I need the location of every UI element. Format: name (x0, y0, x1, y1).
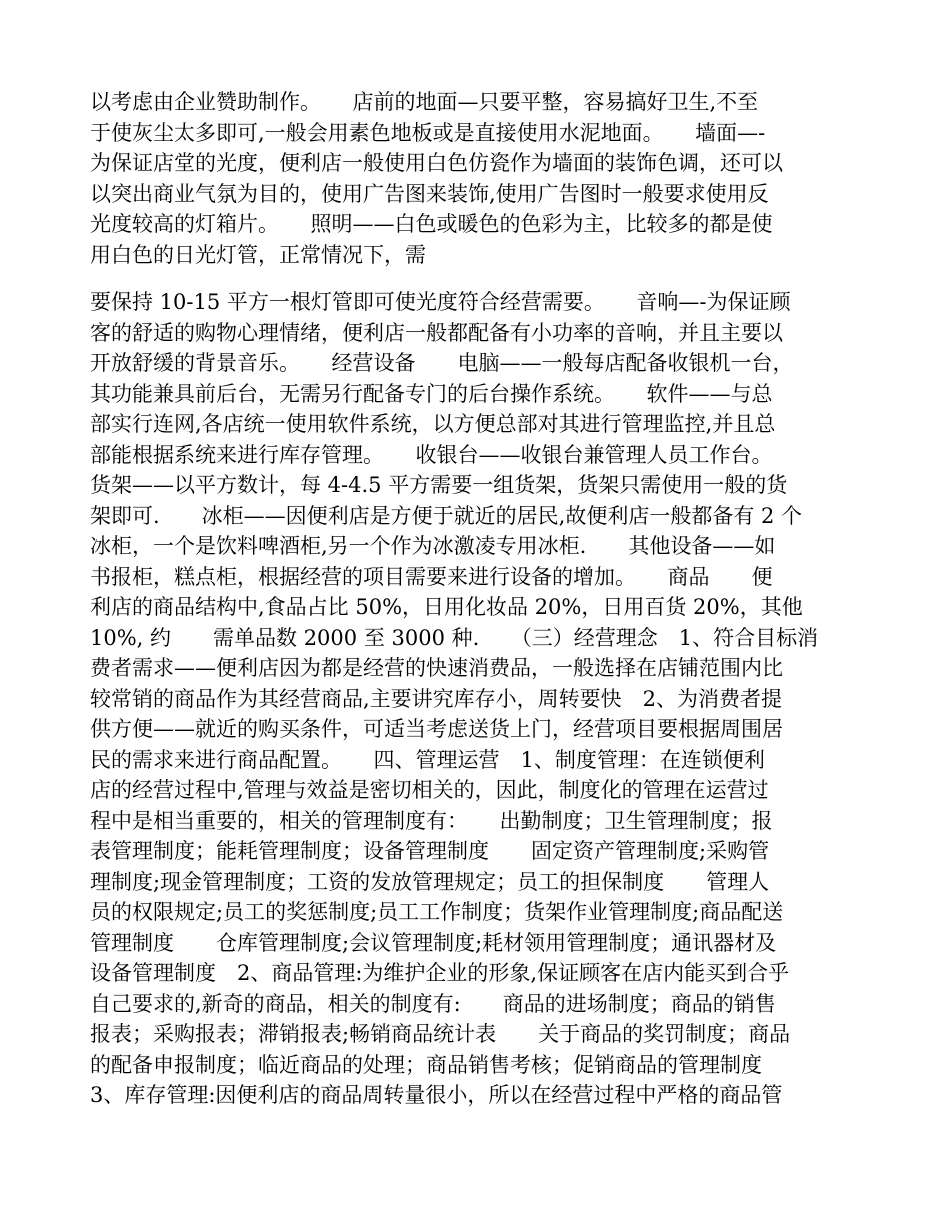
text-line: 开放舒缓的背景音乐。 经营设备 电脑——一般每店配备收银机一台， (90, 351, 794, 375)
text-line: 要保持 10-15 平方一根灯管即可使光度符合经营需要。 音响—-为保证顾 (90, 290, 791, 314)
text-line: 费者需求——便利店因为都是经营的快速消费品，一般选择在店铺范围内比 (90, 656, 783, 680)
text-line: 设备管理制度 2、商品管理:为维护企业的形象,保证顾客在店内能买到合乎 (90, 961, 790, 985)
text-line: 用白色的日光灯管，正常情况下，需 (90, 242, 426, 267)
text-line: 自己要求的,新奇的商品，相关的制度有: 商品的进场制度；商品的销售 (90, 991, 776, 1016)
text-line: 以突出商业气氛为目的，使用广告图来装饰,使用广告图时一般要求使用反 (90, 181, 769, 206)
text-line: 民的需求来进行商品配置。 四、管理运营 1、制度管理：在连锁便利 (90, 747, 765, 772)
text-line: 书报柜，糕点柜，根据经营的项目需要来进行设备的增加。 商品 便 (90, 564, 773, 589)
text-line: 程中是相当重要的，相关的管理制度有： 出勤制度；卫生管理制度；报 (90, 808, 773, 833)
text-line: 以考虑由企业赞助制作。 店前的地面—只要平整，容易搞好卫生,不至 (90, 90, 759, 114)
text-line: 部实行连网,各店统一使用软件系统，以方便总部对其进行管理监控,并且总 (90, 412, 776, 436)
paragraph-1 (90, 87, 865, 270)
text-line: 利店的商品结构中,食品占比 50%，日用化妆品 20%，日用百货 20%，其他 (90, 595, 803, 619)
text-line: 10%, 约 需单品数 2000 至 3000 种. （三）经营理念 1、符合目标消 (90, 625, 819, 650)
text-line: 冰柜，一个是饮料啤酒柜,另一个作为冰激凌专用冰柜. 其他设备——如 (90, 534, 776, 558)
text-line: 员的权限规定;员工的奖惩制度;员工工作制度；货架作业管理制度;商品配送 (90, 900, 784, 924)
text-line: 为保证店堂的光度，便利店一般使用白色仿瓷作为墙面的装饰色调，还可以 (90, 151, 783, 175)
text-line: 表管理制度；能耗管理制度；设备管理制度 固定资产管理制度;采购管 (90, 839, 770, 863)
text-line: 其功能兼具前后台，无需另行配备专门的后台操作系统。 软件——与总 (90, 381, 773, 406)
text-line: 理制度;现金管理制度；工资的发放管理规定；员工的担保制度 管理人 (90, 869, 770, 894)
text-line: 3、库存管理:因便利店的商品周转量很小，所以在经营过程中严格的商品管 (90, 1083, 783, 1107)
text-line: 供方便——就近的购买条件，可适当考虑送货上门，经营项目要根据周围居 (90, 717, 783, 741)
text-line: 于使灰尘太多即可,一般会用素色地板或是直接使用水泥地面。 墙面—- (90, 120, 766, 145)
text-line: 货架——以平方数计，每 4-4.5 平方需要一组货架，货架只需使用一般的货 (90, 473, 788, 497)
text-line: 部能根据系统来进行库存管理。 收银台——收银台兼管理人员工作台。 (90, 442, 773, 467)
text-line: 报表；采购报表；滞销报表;畅销商品统计表 关于商品的奖罚制度；商品 (90, 1022, 791, 1046)
text-line: 光度较高的灯箱片。 照明——白色或暖色的色彩为主，比较多的都是使 (90, 212, 773, 236)
text-line: 管理制度 仓库管理制度;会议管理制度;耗材领用管理制度；通讯器材及 (90, 930, 777, 955)
text-line: 客的舒适的购物心理情绪，便利店一般都配备有小功率的音响，并且主要以 (90, 320, 783, 345)
text-line: 店的经营过程中,管理与效益是密切相关的，因此，制度化的管理在运营过 (90, 778, 769, 802)
paragraph-2 (90, 287, 865, 1111)
text-line: 的配备申报制度；临近商品的处理；商品销售考核；促销商品的管理制度 (90, 1052, 762, 1077)
text-line: 架即可. 冰柜——因便利店是方便于就近的居民,故便利店一般都备有 2 个 (90, 503, 803, 528)
text-line: 较常销的商品作为其经营商品,主要讲究库存小，周转要快 2、为消费者提 (90, 686, 783, 711)
